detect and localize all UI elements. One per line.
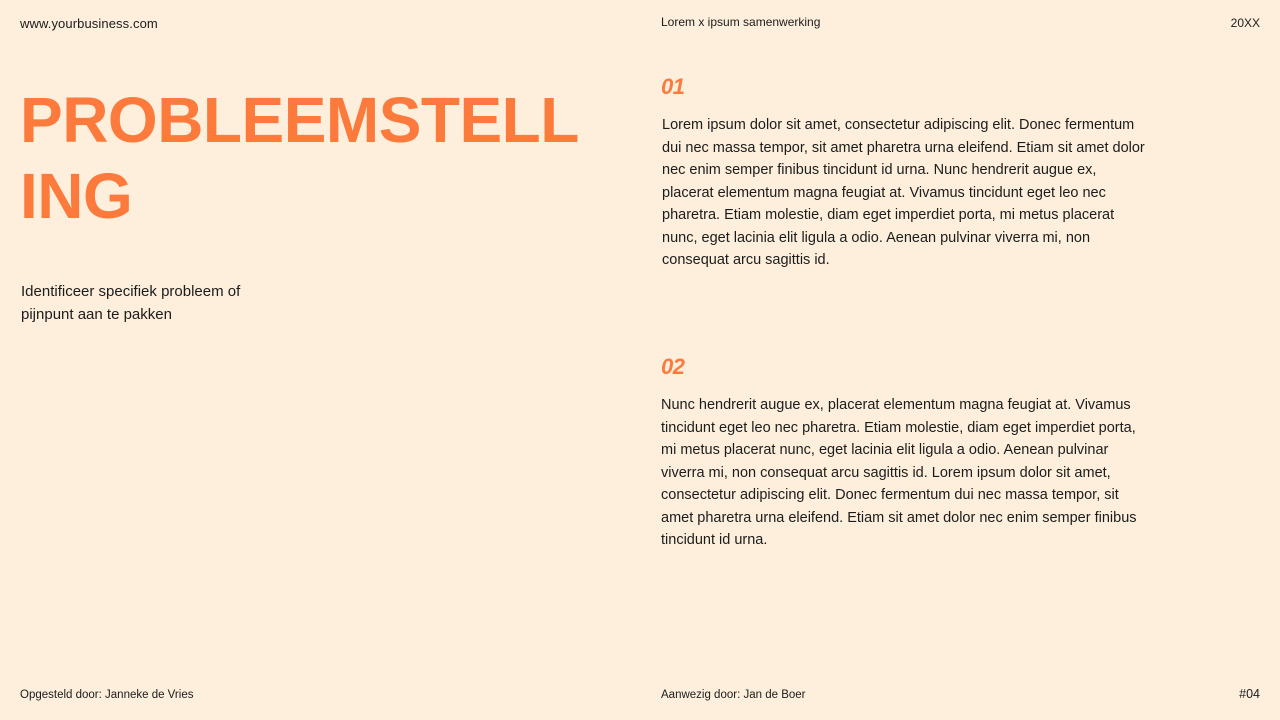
website-url: www.yourbusiness.com <box>20 16 158 31</box>
year-label: 20XX <box>1230 16 1260 30</box>
section-number-02: 02 <box>661 354 685 379</box>
footer-presenter: Aanwezig door: Jan de Boer <box>661 689 806 701</box>
section-number-01: 01 <box>661 74 685 99</box>
footer-author: Opgesteld door: Janneke de Vries <box>20 689 194 701</box>
section-text-01: Lorem ipsum dolor sit amet, consectetur adipiscing elit. Donec fermentum dui nec massa tempor, sit amet pharetra urna eleifend. Etiam sit amet dolor nec enim semper finibus tincidunt id urna. Nunc hendrerit augue ex, placerat elementum magna feugiat at. Vivamus tincidunt eget leo nec pharetra. Etiam molestie, diam eget imperdiet porta, mi metus placerat nunc, eget lacinia elit ligula a odio. Aenean pulvinar viverra mi, non consequat arcu sagittis id. <box>662 117 1145 268</box>
page-number: #04 <box>1239 687 1260 701</box>
page-subtitle: Identificeer specifiek probleem of pijnpunt aan te pakken <box>21 283 241 323</box>
page-title: PROBLEEMSTELLING <box>20 84 579 232</box>
section-text-02: Nunc hendrerit augue ex, placerat elementum magna feugiat at. Vivamus tincidunt eget leo nec pharetra. Etiam molestie, diam eget imperdiet porta, mi metus placerat nunc, eget lacinia elit ligula a odio. Aenean pulvinar viverra mi, non consequat arcu sagittis id. Lorem ipsum dolor sit amet, consectetur adipiscing elit. Donec fermentum dui nec massa tempor, sit amet pharetra urna eleifend. Etiam sit amet dolor nec enim semper finibus tincidunt id urna. <box>661 397 1137 548</box>
collaboration-label: Lorem x ipsum samenwerking <box>661 15 821 29</box>
